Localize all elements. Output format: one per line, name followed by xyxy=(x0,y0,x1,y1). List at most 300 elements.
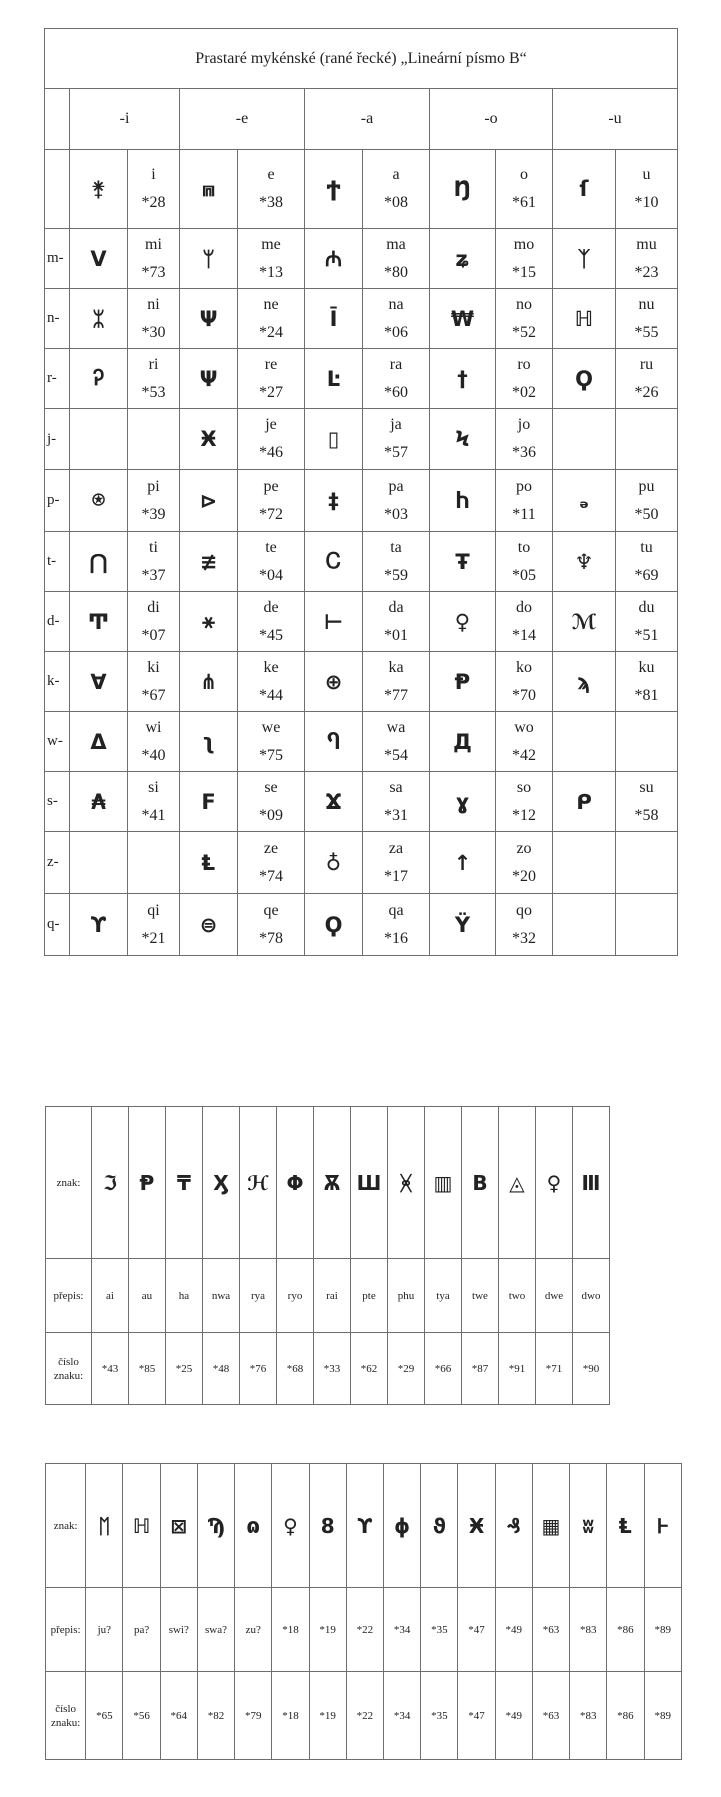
linear-b-sign: ₼ xyxy=(305,229,363,289)
sign-number: *21 xyxy=(141,929,166,947)
syllable-value: pu xyxy=(638,477,655,495)
linear-b-sign: ♀ xyxy=(272,1464,309,1588)
syllable-value: qi xyxy=(147,901,160,919)
linear-b-sign: ℳ xyxy=(553,592,616,652)
linear-b-sign: ▥ xyxy=(425,1107,462,1259)
consonant-label: m- xyxy=(45,229,70,289)
sign-number: *33 xyxy=(314,1333,351,1405)
sign-number: *87 xyxy=(462,1333,499,1405)
sign-number: *39 xyxy=(141,505,166,523)
linear-b-sign: Ψ xyxy=(180,349,238,409)
sign-number: *07 xyxy=(141,626,166,644)
phonetic-cell xyxy=(363,409,430,470)
syllable-value: di xyxy=(147,598,160,616)
sign-number: *18 xyxy=(272,1672,309,1760)
phonetic-cell xyxy=(363,349,430,409)
linear-b-sign: ⍟ xyxy=(70,470,128,532)
consonant-label: s- xyxy=(45,772,70,832)
phonetic-cell xyxy=(363,772,430,832)
transliteration: nwa xyxy=(203,1259,240,1333)
syllable-value: pi xyxy=(147,477,160,495)
linear-b-sign xyxy=(553,894,616,956)
sign-number: *31 xyxy=(384,806,408,824)
phonetic-cell xyxy=(128,229,180,289)
table-row xyxy=(46,1259,610,1333)
sign-number: *38 xyxy=(259,194,283,211)
table-row xyxy=(45,532,678,592)
syllable-value: we xyxy=(261,718,281,736)
sign-number: *17 xyxy=(384,867,408,885)
transliteration: *34 xyxy=(384,1588,421,1672)
table-row xyxy=(46,1333,610,1405)
transliteration: twe xyxy=(462,1259,499,1333)
phonetic-cell xyxy=(238,470,305,532)
syllable-value: qo xyxy=(516,901,532,919)
phonetic-cell xyxy=(616,592,678,652)
sign-number: *80 xyxy=(384,263,408,281)
phonetic-cell xyxy=(128,652,180,712)
linear-b-sign: Δ xyxy=(70,712,128,772)
transliteration: dwo xyxy=(573,1259,610,1333)
sign-number: *59 xyxy=(384,566,408,584)
linear-b-sign: ⊕ xyxy=(305,652,363,712)
consonant-label: d- xyxy=(45,592,70,652)
sign-number: *77 xyxy=(384,686,408,704)
syllable-value: na xyxy=(388,295,404,313)
linear-b-sign xyxy=(553,832,616,894)
vowel-header: -e xyxy=(180,89,305,150)
phonetic-cell xyxy=(363,652,430,712)
linear-b-sign: ⚹ xyxy=(180,592,238,652)
phonetic-cell xyxy=(496,409,553,470)
linear-b-sign: ʅ xyxy=(180,712,238,772)
syllable-value: za xyxy=(388,839,404,857)
table-row xyxy=(45,592,678,652)
sign-number: *45 xyxy=(259,626,283,644)
linear-b-sign: ᛖ xyxy=(86,1464,123,1588)
linear-b-sign: Ϙ xyxy=(305,894,363,956)
syllable-value: po xyxy=(516,477,532,495)
phonetic-cell xyxy=(363,894,430,956)
syllable-value: tu xyxy=(640,538,653,556)
phonetic-cell xyxy=(496,894,553,956)
phonetic-cell xyxy=(616,409,678,470)
phonetic-cell xyxy=(128,592,180,652)
consonant-label: q- xyxy=(45,894,70,956)
transliteration: *63 xyxy=(532,1588,569,1672)
transliteration: ryo xyxy=(277,1259,314,1333)
sign-number: *46 xyxy=(259,444,283,461)
sign-number: *25 xyxy=(166,1333,203,1405)
phonetic-cell xyxy=(128,349,180,409)
table-row xyxy=(45,832,678,894)
linear-b-sign: Ϙ xyxy=(553,349,616,409)
sign-number: *74 xyxy=(259,867,283,885)
sign-number: *01 xyxy=(384,626,408,644)
sign-number: *27 xyxy=(259,383,283,401)
sign-number: *61 xyxy=(512,194,536,211)
sign-number: *40 xyxy=(141,746,166,764)
phonetic-cell xyxy=(496,532,553,592)
syllable-value: se xyxy=(264,778,278,796)
syllable-value: mo xyxy=(513,235,535,253)
sign-number: *57 xyxy=(384,444,408,461)
consonant-label: j- xyxy=(45,409,70,470)
phonetic-cell xyxy=(363,832,430,894)
syllable-value: nu xyxy=(638,295,655,313)
sign-number: *86 xyxy=(607,1672,644,1760)
sign-number: *10 xyxy=(634,194,659,211)
consonant-label: k- xyxy=(45,652,70,712)
syllable-value: ke xyxy=(263,658,279,676)
linear-b-sign: ϑ xyxy=(421,1464,458,1588)
phonetic-cell xyxy=(238,409,305,470)
linear-b-sign: Ⅴ xyxy=(70,229,128,289)
phonetic-cell xyxy=(238,150,305,229)
vowel-header: -a xyxy=(305,89,430,150)
sign-number: *09 xyxy=(259,806,283,824)
sign-number: *53 xyxy=(141,383,166,401)
linear-b-sign: Ӿ xyxy=(180,409,238,470)
sign-number: *66 xyxy=(425,1333,462,1405)
linear-b-sign xyxy=(70,409,128,470)
consonant-label: t- xyxy=(45,532,70,592)
linear-b-sign: ℍ xyxy=(123,1464,160,1588)
linear-b-sign: ʬ xyxy=(570,1464,607,1588)
linear-b-sign: Ꭾ xyxy=(70,349,128,409)
sign-number: *14 xyxy=(512,626,536,644)
transliteration: phu xyxy=(388,1259,425,1333)
table-row xyxy=(45,712,678,772)
linear-b-sign: Ϋ xyxy=(430,894,496,956)
linear-b-sign: Д xyxy=(430,712,496,772)
sign-number: *47 xyxy=(458,1672,495,1760)
sign-number: *90 xyxy=(573,1333,610,1405)
table-row xyxy=(45,772,678,832)
phonetic-cell xyxy=(616,772,678,832)
syllable-value: pa xyxy=(388,477,404,495)
phonetic-cell xyxy=(128,772,180,832)
phonetic-cell xyxy=(128,150,180,229)
row-label-sign: znak: xyxy=(46,1464,86,1588)
consonant-label: n- xyxy=(45,289,70,349)
syllable-value: ne xyxy=(263,295,279,313)
sign-number: *43 xyxy=(92,1333,129,1405)
linear-b-sign: ₳ xyxy=(70,772,128,832)
sign-number: *79 xyxy=(235,1672,272,1760)
consonant-label: p- xyxy=(45,470,70,532)
phonetic-cell xyxy=(238,894,305,956)
sign-number: *89 xyxy=(644,1672,681,1760)
sign-number: *91 xyxy=(499,1333,536,1405)
sign-number: *73 xyxy=(141,263,166,281)
phonetic-cell xyxy=(128,409,180,470)
linear-b-sign: ᛘ xyxy=(180,229,238,289)
table-row xyxy=(46,1107,610,1259)
linear-b-sign: Ᵽ xyxy=(129,1107,166,1259)
linear-b-sign: Ϡ xyxy=(197,1464,234,1588)
linear-b-sign: Ϝ xyxy=(180,772,238,832)
syllable-value: ku xyxy=(638,658,655,676)
syllable-value: mu xyxy=(636,235,657,253)
syllable-value: qa xyxy=(388,901,404,919)
sign-number: *37 xyxy=(141,566,166,584)
linear-b-sign xyxy=(70,832,128,894)
sign-number: *76 xyxy=(240,1333,277,1405)
linear-b-sign: ℑ xyxy=(92,1107,129,1259)
phonetic-cell xyxy=(496,652,553,712)
phonetic-cell xyxy=(363,229,430,289)
syllable-value: ti xyxy=(149,538,158,556)
syllable-value: wa xyxy=(386,718,406,736)
sign-number: *85 xyxy=(129,1333,166,1405)
transliteration: swi? xyxy=(160,1588,197,1672)
syllable-value: me xyxy=(261,235,281,253)
sign-number: *51 xyxy=(634,626,659,644)
vowel-header: -o xyxy=(430,89,553,150)
table-row xyxy=(45,229,678,289)
phonetic-cell xyxy=(238,592,305,652)
sign-number: *08 xyxy=(384,194,408,211)
sign-number: *20 xyxy=(512,867,536,885)
sign-number: *75 xyxy=(259,746,283,764)
linear-b-sign: ♁ xyxy=(305,832,363,894)
linear-b-sign: ↑ xyxy=(430,832,496,894)
linear-b-sign: ∀ xyxy=(70,652,128,712)
sign-number: *63 xyxy=(532,1672,569,1760)
linear-b-sign: Ꮯ xyxy=(305,532,363,592)
phonetic-cell xyxy=(616,712,678,772)
sign-number: *23 xyxy=(634,263,659,281)
transliteration: rai xyxy=(314,1259,351,1333)
row-label-translit: přepis: xyxy=(46,1588,86,1672)
syllable-value: ka xyxy=(388,658,404,676)
linear-b-sign: ⚵ xyxy=(70,150,128,229)
transliteration: rya xyxy=(240,1259,277,1333)
phonetic-cell xyxy=(496,772,553,832)
linear-b-sign: ϒ xyxy=(346,1464,383,1588)
table-row xyxy=(46,1588,682,1672)
phonetic-cell xyxy=(128,470,180,532)
linear-b-sign: 8 xyxy=(309,1464,346,1588)
sign-number: *65 xyxy=(86,1672,123,1760)
syllable-value: ze xyxy=(263,839,279,857)
phonetic-cell xyxy=(616,894,678,956)
table-row xyxy=(45,894,678,956)
linear-b-sign: ▯ xyxy=(305,409,363,470)
syllable-value: sa xyxy=(389,778,403,796)
sign-number: *26 xyxy=(634,383,659,401)
linear-b-sign: ⊠ xyxy=(160,1464,197,1588)
linear-b-sign: ɣ xyxy=(430,772,496,832)
phonetic-cell xyxy=(496,349,553,409)
transliteration: *83 xyxy=(570,1588,607,1672)
sign-number: *16 xyxy=(384,929,408,947)
syllable-value: i xyxy=(151,166,156,183)
linear-b-sign: ᛯ xyxy=(70,289,128,349)
linear-b-sign: Ӿ xyxy=(458,1464,495,1588)
phonetic-cell xyxy=(616,832,678,894)
linear-b-sign: ℍ xyxy=(553,289,616,349)
phonetic-cell xyxy=(128,832,180,894)
phonetic-cell xyxy=(128,532,180,592)
phonetic-cell xyxy=(363,470,430,532)
linear-b-sign: Φ xyxy=(277,1107,314,1259)
syllable-value: ma xyxy=(386,235,406,253)
sign-number: *54 xyxy=(384,746,408,764)
phonetic-cell xyxy=(496,229,553,289)
sign-number: *67 xyxy=(141,686,166,704)
phonetic-cell xyxy=(128,289,180,349)
transliteration: *22 xyxy=(346,1588,383,1672)
transliteration: tya xyxy=(425,1259,462,1333)
transliteration: *47 xyxy=(458,1588,495,1672)
phonetic-cell xyxy=(616,470,678,532)
linear-b-sign: ɸ xyxy=(384,1464,421,1588)
table-row xyxy=(46,1672,682,1760)
linear-b-sign: ♀ xyxy=(430,592,496,652)
syllable-value: ra xyxy=(389,355,403,373)
phonetic-cell xyxy=(363,532,430,592)
syllable-value: a xyxy=(392,166,400,183)
transliteration: pte xyxy=(351,1259,388,1333)
syllable-value: to xyxy=(517,538,531,556)
row-label-sign: znak: xyxy=(46,1107,92,1259)
phonetic-cell xyxy=(616,229,678,289)
sign-number: *60 xyxy=(384,383,408,401)
syllable-value: du xyxy=(638,598,655,616)
table-row xyxy=(45,470,678,532)
table-row xyxy=(45,150,678,229)
syllable-value: ri xyxy=(148,355,159,373)
linear-b-sign: Ꮀ xyxy=(644,1464,681,1588)
linear-b-sign: Ͳ xyxy=(70,592,128,652)
sign-number: *62 xyxy=(351,1333,388,1405)
phonetic-cell xyxy=(496,470,553,532)
phonetic-cell xyxy=(496,150,553,229)
sign-number: *64 xyxy=(160,1672,197,1760)
phonetic-cell xyxy=(238,652,305,712)
phonetic-cell xyxy=(616,532,678,592)
linear-b-sign: ▦ xyxy=(532,1464,569,1588)
corner-cell xyxy=(45,89,70,150)
sign-number: *78 xyxy=(259,929,283,947)
linear-b-sign: ᚸ xyxy=(388,1107,425,1259)
linear-b-sign: Ŋ xyxy=(430,150,496,229)
sign-number: *48 xyxy=(203,1333,240,1405)
phonetic-cell xyxy=(238,832,305,894)
linear-b-sign: ⊢ xyxy=(305,592,363,652)
sign-number: *70 xyxy=(512,686,536,704)
linear-b-sign: ϒ xyxy=(70,894,128,956)
syllable-value: re xyxy=(264,355,278,373)
linear-b-sign: ⩎ xyxy=(180,150,238,229)
phonetic-cell xyxy=(238,712,305,772)
syllable-value: su xyxy=(639,778,654,796)
sign-number: *69 xyxy=(634,566,659,584)
phonetic-cell xyxy=(128,894,180,956)
sign-number: *12 xyxy=(512,806,536,824)
transliteration: *19 xyxy=(309,1588,346,1672)
linear-b-sign: ℋ xyxy=(240,1107,277,1259)
transliteration: pa? xyxy=(123,1588,160,1672)
sign-number: *19 xyxy=(309,1672,346,1760)
linear-b-sign: Ŀ xyxy=(305,349,363,409)
sign-number: *56 xyxy=(123,1672,160,1760)
linear-b-sign: Ī xyxy=(305,289,363,349)
transliteration: au xyxy=(129,1259,166,1333)
phonetic-cell xyxy=(238,289,305,349)
transliteration: two xyxy=(499,1259,536,1333)
sign-number: *06 xyxy=(384,323,408,341)
row-label-number: číslo znaku: xyxy=(46,1333,92,1405)
sign-number: *02 xyxy=(512,383,536,401)
transliteration: *86 xyxy=(607,1588,644,1672)
linear-b-sign: ϡ xyxy=(553,652,616,712)
syllable-value: si xyxy=(148,778,159,796)
sign-number: *72 xyxy=(259,505,283,523)
table-row xyxy=(45,409,678,470)
table-title: Prastaré mykénské (rané řecké) „Lineární písmo B“ xyxy=(45,29,678,89)
transliteration: dwe xyxy=(536,1259,573,1333)
syllable-value: ro xyxy=(517,355,531,373)
sign-number: *41 xyxy=(141,806,166,824)
sign-number: *58 xyxy=(634,806,659,824)
sign-number: *13 xyxy=(259,263,283,281)
linear-b-sign: Ŧ xyxy=(430,532,496,592)
consonant-label xyxy=(45,150,70,229)
linear-b-sign: Ψ xyxy=(180,289,238,349)
linear-b-sign: ⊜ xyxy=(180,894,238,956)
syllable-value: mi xyxy=(145,235,162,253)
sign-number: *50 xyxy=(634,505,659,523)
sign-number: *36 xyxy=(512,444,536,461)
linear-b-sign: ɷ xyxy=(235,1464,272,1588)
phonetic-cell xyxy=(496,592,553,652)
syllable-value: so xyxy=(516,778,532,796)
sign-number: *11 xyxy=(512,505,536,523)
linear-b-sign: ₔ xyxy=(553,470,616,532)
table-row xyxy=(45,289,678,349)
linear-b-sign: ₩ xyxy=(430,289,496,349)
linear-b-sign: ʑ xyxy=(430,229,496,289)
consonant-label: r- xyxy=(45,349,70,409)
syllable-value: ja xyxy=(390,416,402,433)
table-row xyxy=(45,652,678,712)
transliteration: ha xyxy=(166,1259,203,1333)
linear-b-sign: ₰ xyxy=(495,1464,532,1588)
syllable-value: u xyxy=(642,166,651,183)
phonetic-cell xyxy=(128,712,180,772)
sign-number: *05 xyxy=(512,566,536,584)
transliteration: *49 xyxy=(495,1588,532,1672)
syllable-value: wo xyxy=(514,718,534,736)
linear-b-sign xyxy=(553,712,616,772)
phonetic-cell xyxy=(363,289,430,349)
sign-number: *49 xyxy=(495,1672,532,1760)
linear-b-sign: ♆ xyxy=(553,532,616,592)
phonetic-cell xyxy=(363,150,430,229)
syllable-value: ki xyxy=(147,658,160,676)
phonetic-cell xyxy=(496,832,553,894)
linear-b-sign: ≢ xyxy=(180,532,238,592)
row-label-translit: přepis: xyxy=(46,1259,92,1333)
syllable-value: de xyxy=(263,598,279,616)
sign-number: *83 xyxy=(570,1672,607,1760)
syllable-value: ko xyxy=(516,658,532,676)
syllable-value: ni xyxy=(147,295,160,313)
sign-number: *28 xyxy=(141,194,166,211)
